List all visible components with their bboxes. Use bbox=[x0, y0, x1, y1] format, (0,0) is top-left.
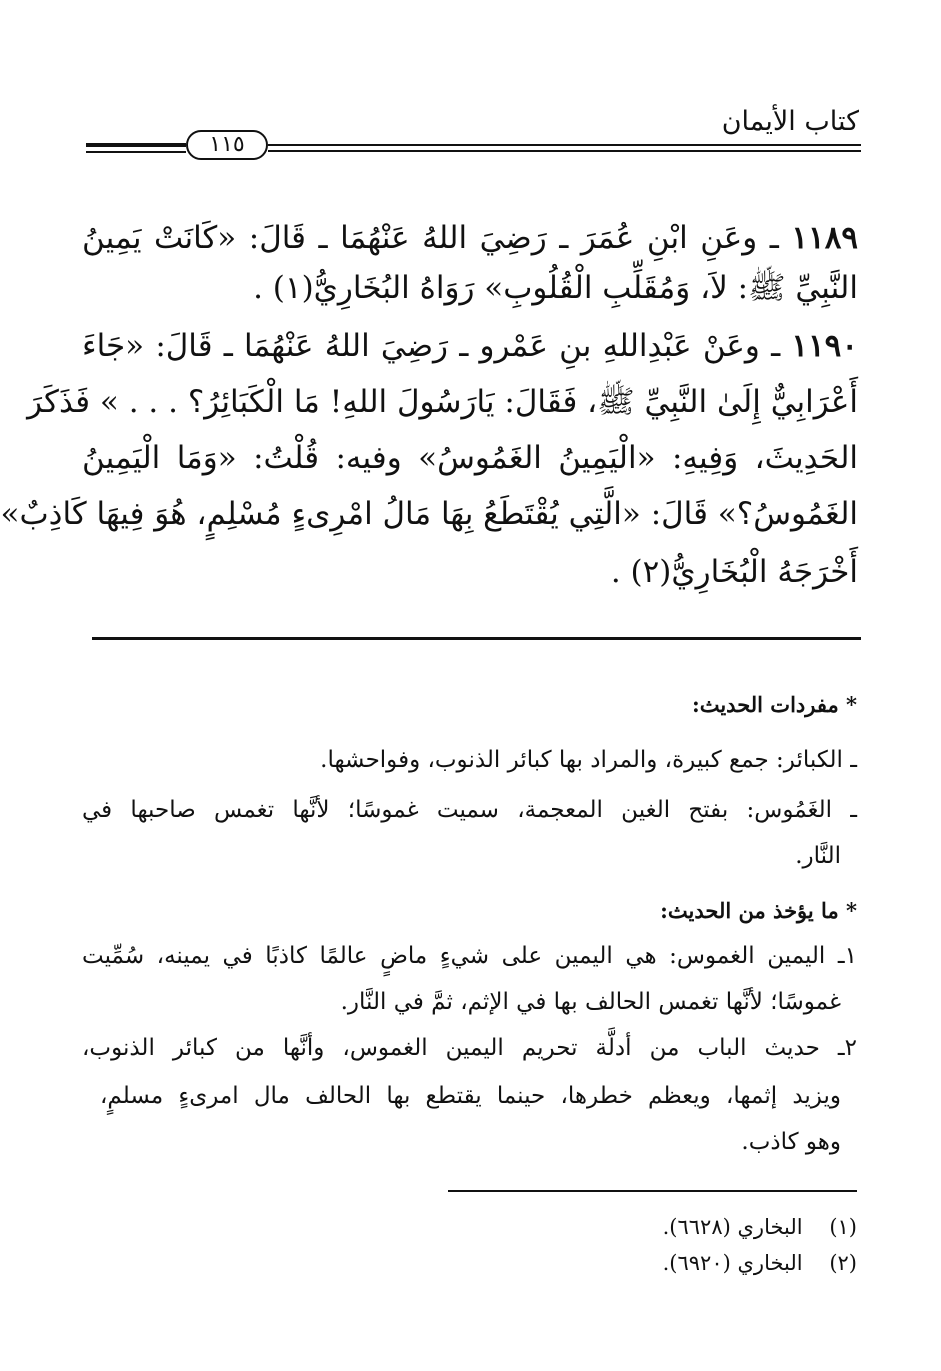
vocab-line-1: ـ الكبائر: جمع كبيرة، والمراد بها كبائر الذنوب، وفواحشها. bbox=[320, 747, 857, 773]
header-rule-right-top bbox=[268, 144, 861, 146]
vocab-heading: * مفردات الحديث: bbox=[691, 692, 857, 717]
running-header-title: كتاب الأيمان bbox=[721, 106, 859, 137]
section-divider bbox=[92, 637, 861, 640]
footnote-text: البخاري (٦٩٢٠). bbox=[662, 1251, 803, 1275]
hadith-text: وعَنِ ابْنِ عُمَرَ ـ رَضِيَ اللهُ عَنْهُمَا ـ قَالَ: «كَانَتْ يَمِينُ bbox=[82, 220, 758, 256]
footnote-2 bbox=[663, 1248, 857, 1278]
hadith-1190-line-4: الغَمُوسُ؟» قَالَ: «الَّتِي يُقْتَطَعُ بِهَا مَالُ امْرِىءٍ مُسْلِمٍ، هُوَ فِيهَا كَاذِبٌ» bbox=[0, 496, 858, 532]
header-rule-right-bottom bbox=[268, 150, 861, 152]
hadith-1190-line-3: الحَدِيثَ، وَفِيهِ: «الْيَمِينُ الغَمُوسُ» وفيه: قُلْتُ: «وَمَا الْيَمِينُ bbox=[82, 440, 858, 476]
hadith-1190-line-2: أَعْرَابِيٌّ إِلَىٰ النَّبِيِّ ﷺ، فَقَالَ: يَارَسُولَ اللهِ! مَا الْكَبَائِرُ؟ . . . » فَذَكَرَ bbox=[27, 384, 858, 420]
vocab-line-2: ـ الغَمُوس: بفتح الغين المعجمة، سميت غموسًا؛ لأنَّها تغمس صاحبها في bbox=[82, 797, 857, 823]
hadith-number: ١١٨٩ bbox=[791, 220, 858, 256]
page-number-badge bbox=[186, 130, 268, 160]
footnote-separator bbox=[448, 1190, 857, 1192]
footnote-text: البخاري (٦٦٢٨). bbox=[662, 1215, 803, 1239]
header-rule-left-bottom bbox=[86, 151, 186, 153]
footnote-marker: (١) bbox=[829, 1215, 857, 1239]
lessons-line-3: ٢ـ حديث الباب من أدلَّة تحريم اليمين الغموس، وأنَّها من كبائر الذنوب، bbox=[82, 1035, 857, 1061]
hadith-1189-line-2: النَّبِيِّ ﷺ: لاَ، وَمُقَلِّبِ الْقُلُوبِ» رَوَاهُ البُخَارِيُّ(١) . bbox=[253, 270, 858, 306]
lessons-line-1: ١ـ اليمين الغموس: هي اليمين على شيءٍ ماضٍ عالمًا كاذبًا في يمينه، سُمِّيت bbox=[82, 943, 857, 969]
lessons-line-2: غموسًا؛ لأنَّها تغمس الحالف بها في الإثم، ثمَّ في النَّار. bbox=[340, 989, 841, 1015]
footnote-1 bbox=[663, 1212, 857, 1242]
hadith-1190-line-1: ١١٩٠ ـ وعَنْ عَبْدِاللهِ بنِ عَمْرو ـ رَضِيَ اللهُ عَنْهُمَا ـ قَالَ: «جَاءَ bbox=[82, 328, 858, 364]
footnote-marker: (٢) bbox=[829, 1251, 857, 1275]
hadith-number: ١١٩٠ bbox=[791, 328, 858, 364]
lessons-line-5: وهو كاذب. bbox=[741, 1129, 841, 1155]
hadith-1189-line-1: ١١٨٩ ـ وعَنِ ابْنِ عُمَرَ ـ رَضِيَ اللهُ عَنْهُمَا ـ قَالَ: «كَانَتْ يَمِينُ bbox=[82, 220, 858, 256]
lessons-line-4: ويزيد إثمها، ويعظم خطرها، حينما يقتطع بها الحالف مال امرىءٍ مسلمٍ، bbox=[100, 1083, 841, 1109]
page-number: ١١٥ bbox=[209, 132, 245, 157]
hadith-text: وعَنْ عَبْدِاللهِ بنِ عَمْرو ـ رَضِيَ اللهُ عَنْهُمَا ـ قَالَ: «جَاءَ bbox=[82, 328, 760, 364]
hadith-1190-line-5: أَخْرَجَهُ الْبُخَارِيُّ(٢) . bbox=[610, 554, 858, 590]
vocab-line-3: النَّار. bbox=[795, 843, 841, 869]
lessons-heading: * ما يؤخذ من الحديث: bbox=[660, 898, 857, 923]
header-rule-left-top bbox=[86, 143, 186, 147]
